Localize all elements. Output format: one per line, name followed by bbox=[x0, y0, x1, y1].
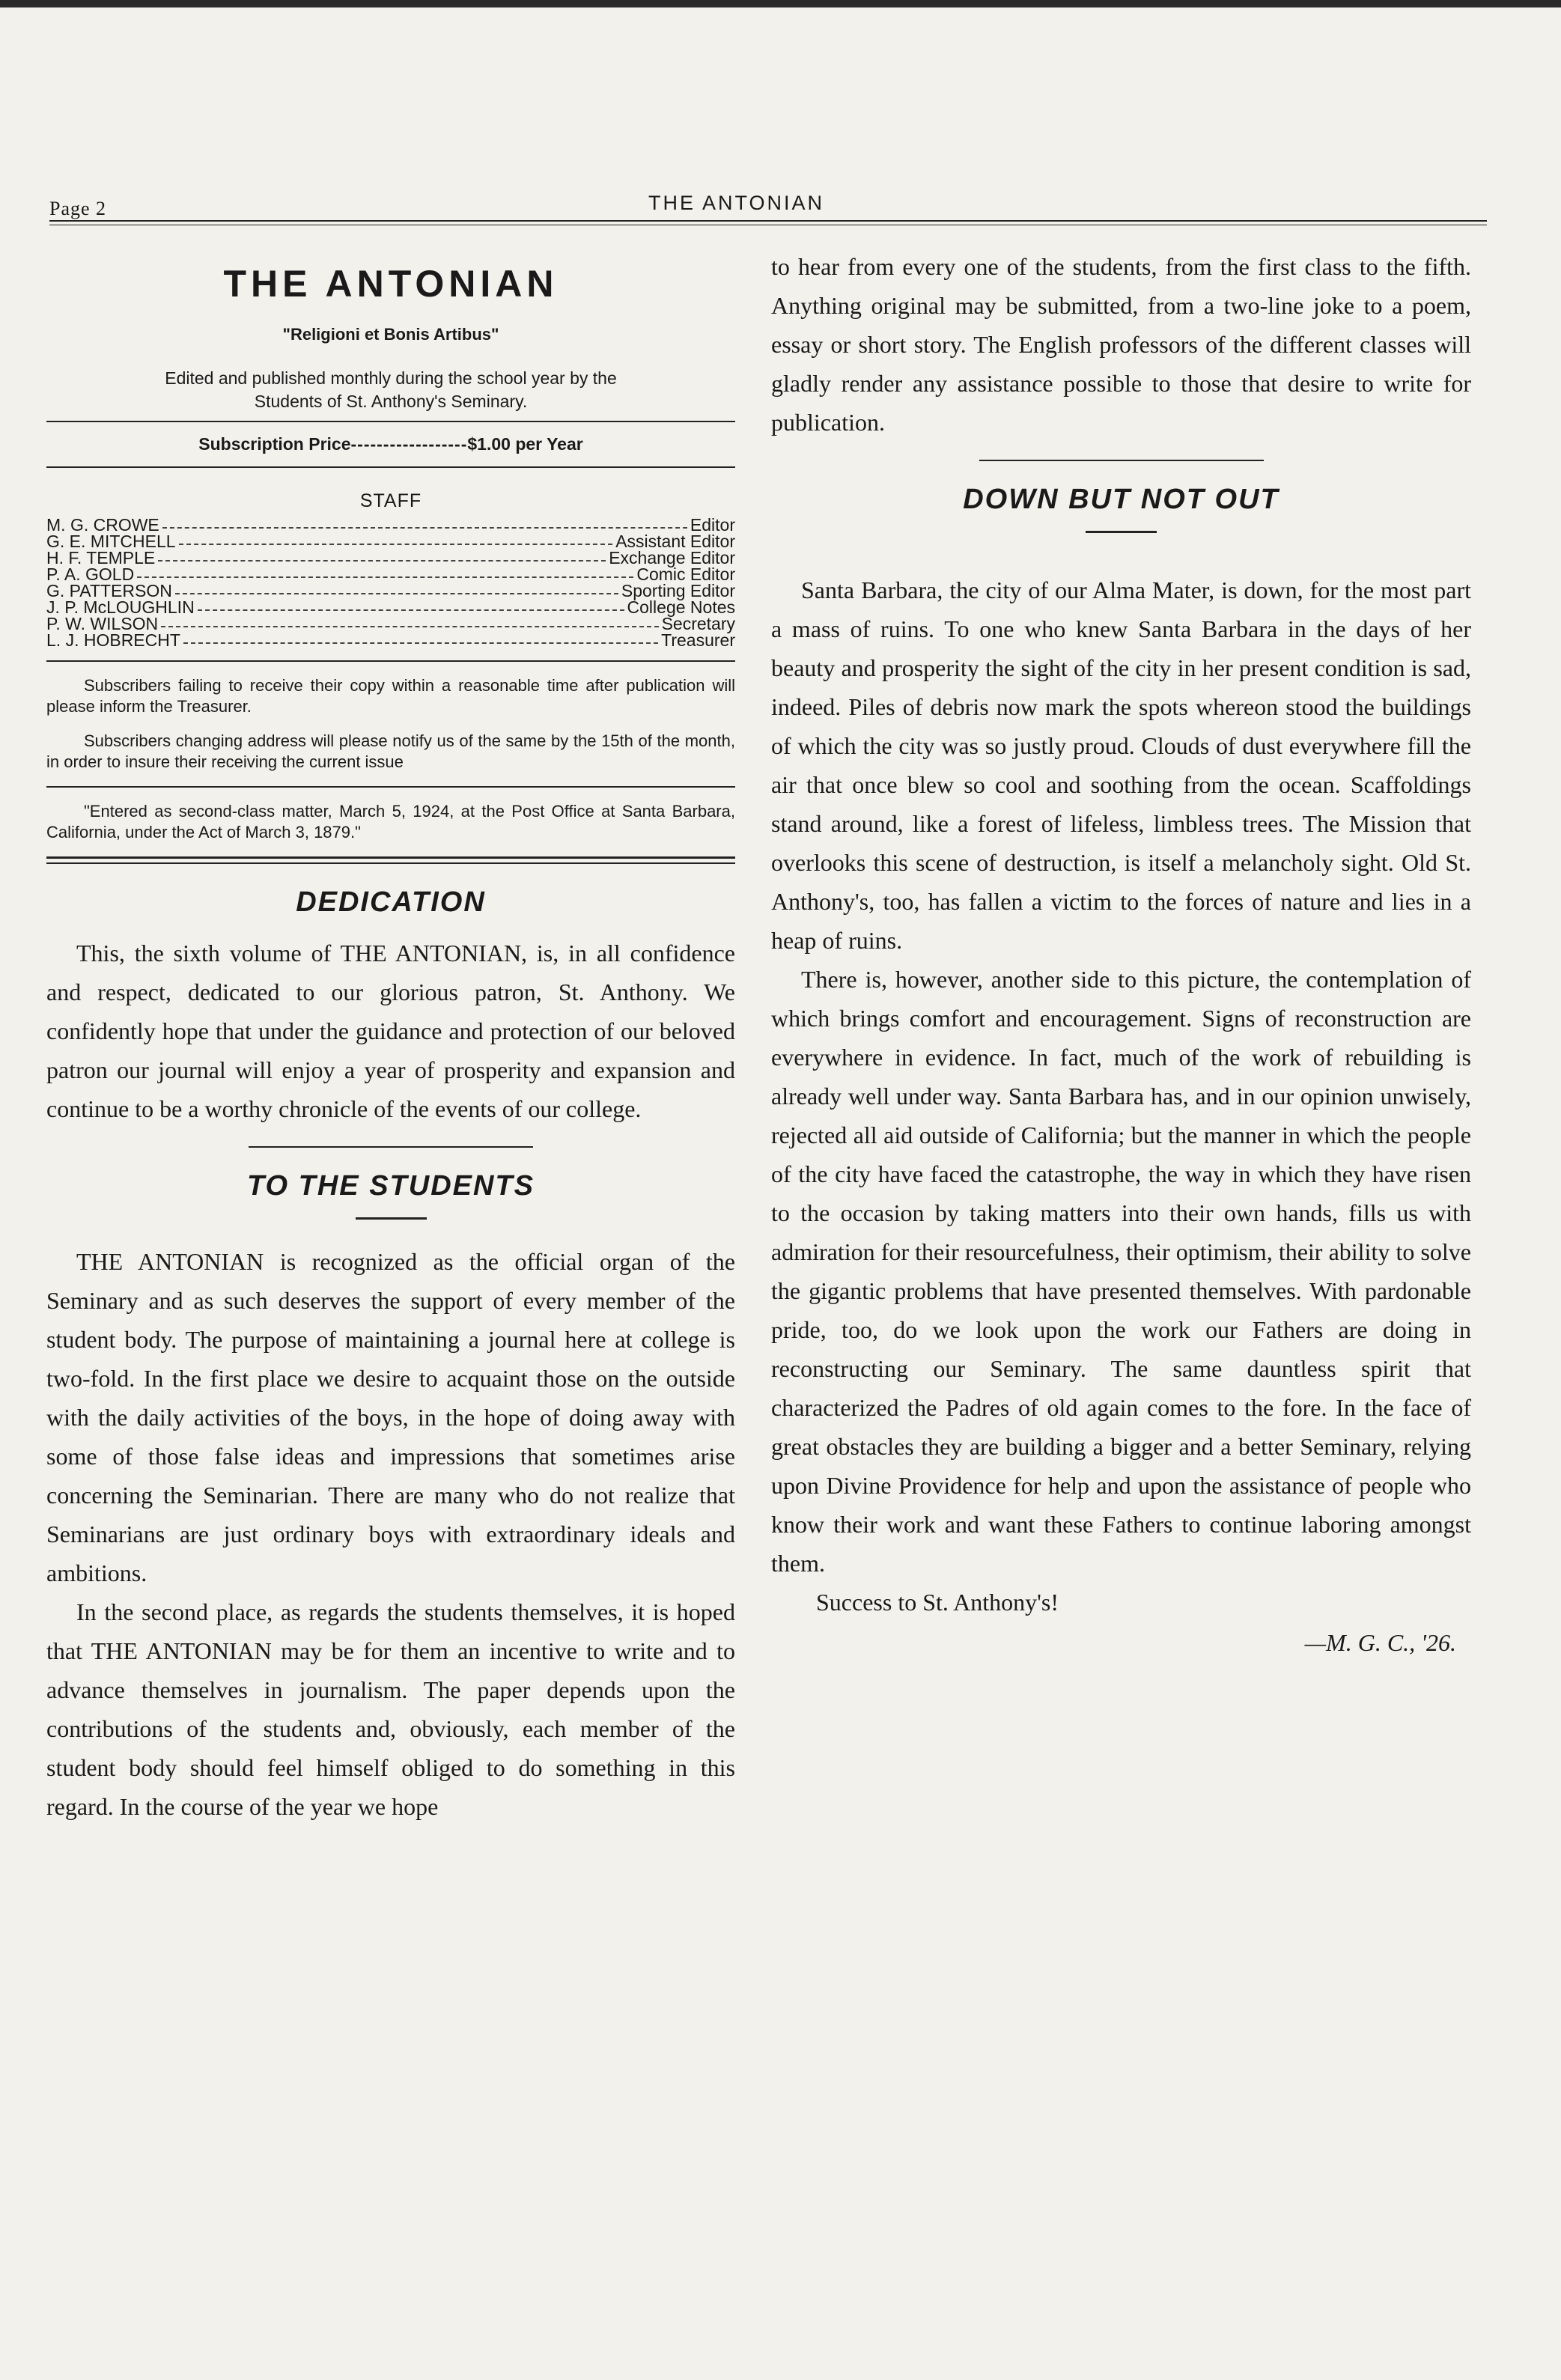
leader-dots bbox=[198, 609, 624, 611]
subscription-leader: ------------------ bbox=[350, 434, 468, 454]
staff-list bbox=[46, 517, 735, 648]
author-signature: —M. G. C., '26. bbox=[1304, 1629, 1456, 1656]
short-rule bbox=[356, 1217, 427, 1220]
staff-role: Sporting Editor bbox=[621, 581, 735, 600]
leader-dots bbox=[158, 560, 606, 561]
section-divider bbox=[249, 1146, 533, 1148]
staff-row bbox=[46, 632, 735, 648]
to-students-paragraph-1: THE ANTONIAN is recognized as the official organ of the Seminary and as such deserves the support of every member of the student body. The purpose of maintaining a journal here at college is two-fold. In the first place we desire to acquaint those on the outside with the daily activities of the boys, in the hope of doing away with some of those false ideas and impressions that sometimes arise concerning the Seminarian. There are many who do not realize that Seminarians are just ordinary boys with extraordinary ideals and ambitions. bbox=[46, 1248, 735, 1586]
edited-line-2: Students of St. Anthony's Seminary. bbox=[254, 392, 528, 411]
staff-name: P. A. GOLD bbox=[46, 564, 135, 584]
staff-role: Assistant Editor bbox=[615, 532, 735, 551]
divider bbox=[46, 786, 735, 788]
staff-row bbox=[46, 517, 735, 533]
staff-role: College Notes bbox=[627, 597, 735, 617]
staff-name: G. E. MITCHELL bbox=[46, 532, 176, 551]
staff-row bbox=[46, 582, 735, 599]
leader-dots bbox=[179, 544, 613, 545]
divider bbox=[46, 421, 735, 422]
double-rule bbox=[46, 856, 735, 864]
right-column bbox=[771, 247, 1471, 1657]
staff-name: L. J. HOBRECHT bbox=[46, 630, 180, 650]
subscription-label: Subscription Price bbox=[198, 434, 351, 454]
section-divider bbox=[979, 460, 1264, 461]
leader-dots bbox=[161, 626, 658, 627]
staff-role: Secretary bbox=[661, 614, 735, 633]
running-head-title: THE ANTONIAN bbox=[648, 192, 825, 214]
staff-name: H. F. TEMPLE bbox=[46, 548, 156, 567]
down-but-not-out-title: DOWN BUT NOT OUT bbox=[963, 484, 1279, 515]
leader-dots bbox=[183, 642, 658, 644]
dedication-paragraph: This, the sixth volume of THE ANTONIAN, is, in all confidence and respect, dedicated to our glorious patron, St. Anthony. We confidently hope that under the guidance and protection of our beloved patron our journal will enjoy a year of prosperity and expansion and continue to be a worthy chronicle of the events of our college. bbox=[46, 940, 735, 1122]
staff-row bbox=[46, 599, 735, 615]
running-head bbox=[49, 192, 1487, 222]
down-paragraph-1: Santa Barbara, the city of our Alma Mater, is down, for the most part a mass of ruins. To one who knew Santa Barbara in the days of her beauty and prosperity the sight of the city in her present condition is sad, indeed. Piles of debris now mark the spots whereon stood the buildings of which the city was so justly proud. Clouds of dust everywhere fill the air that once blew so cool and soothing from the ocean. Scaffoldings stand around, like a forest of lifeless, limbless trees. The Mission that overlooks this scene of destruction, is itself a melancholy sight. Old St. Anthony's, too, has fallen a victim to the forces of nature and lies in a heap of ruins. bbox=[771, 576, 1471, 954]
masthead-title: THE ANTONIAN bbox=[223, 263, 559, 305]
staff-role: Comic Editor bbox=[636, 564, 735, 584]
masthead-motto: "Religioni et Bonis Artibus" bbox=[282, 325, 499, 344]
subscription-value: $1.00 per Year bbox=[467, 434, 583, 454]
staff-row bbox=[46, 615, 735, 632]
staff-name: M. G. CROWE bbox=[46, 515, 159, 535]
running-head-rule bbox=[49, 220, 1487, 225]
notice-missing-copy: Subscribers failing to receive their copy within a reasonable time after publication will please inform the Treasurer. bbox=[46, 676, 735, 716]
dedication-title: DEDICATION bbox=[296, 886, 486, 918]
staff-heading: STAFF bbox=[359, 490, 422, 511]
edited-line-1: Edited and published monthly during the school year by the bbox=[165, 368, 617, 388]
notice-postal-entry: "Entered as second-class matter, March 5, 1924, at the Post Office at Santa Barbara, California, under the Act of March 3, 1879." bbox=[46, 802, 735, 841]
divider bbox=[46, 466, 735, 468]
subscription-price bbox=[46, 430, 735, 459]
left-column bbox=[46, 247, 735, 1826]
leader-dots bbox=[137, 576, 633, 578]
staff-row bbox=[46, 533, 735, 550]
down-paragraph-2: There is, however, another side to this picture, the contemplation of which brings comfort and encouragement. Signs of reconstruction are everywhere in evidence. In fact, much of the work of rebuilding is already well under way. Santa Barbara has, and in our opinion unwisely, rejected all aid outside of California; but the manner in which the people of the city have faced the catastrophe, the way in which they have risen to the occasion by taking matters into their own hands, fills us with admiration for their resourcefulness, their optimism, their ability to solve the gigantic problems that have presented themselves. With pardonable pride, too, do we look upon the work our Fathers are doing in reconstructing our Seminary. The same dauntless spirit that characterized the Padres of old again comes to the fore. In the face of great obstacles they are building a bigger and a better Seminary, relying upon Divine Providence for help and upon the assistance of people who know their work and want these Fathers to continue laboring amongst them. bbox=[771, 966, 1471, 1577]
to-students-paragraph-2: In the second place, as regards the students themselves, it is hoped that THE ANTONIAN may be for them an incentive to write and to advance themselves in journalism. The paper depends upon the contributions of the students and, obviously, each member of the student body should feel himself obliged to do something in this regard. In the course of the year we hope bbox=[46, 1598, 735, 1820]
page-number: Page 2 bbox=[49, 198, 107, 219]
staff-row bbox=[46, 566, 735, 582]
staff-name: J. P. McLOUGHLIN bbox=[46, 597, 195, 617]
notice-address-change: Subscribers changing address will please notify us of the same by the 15th of the month, in order to insure their receiving the current issue bbox=[46, 731, 735, 771]
staff-row bbox=[46, 550, 735, 566]
leader-dots bbox=[175, 593, 618, 594]
divider bbox=[46, 660, 735, 662]
staff-name: P. W. WILSON bbox=[46, 614, 159, 633]
short-rule bbox=[1086, 531, 1157, 533]
staff-role: Treasurer bbox=[661, 630, 735, 650]
page-top-edge bbox=[0, 0, 1561, 7]
closing-line: Success to St. Anthony's! bbox=[816, 1589, 1059, 1616]
staff-role: Editor bbox=[690, 515, 735, 535]
staff-role: Exchange Editor bbox=[609, 548, 735, 567]
to-students-title: TO THE STUDENTS bbox=[247, 1170, 535, 1202]
to-students-paragraph-3: to hear from every one of the students, from the first class to the fifth. Anything original may be submitted, from a two-line joke to a poem, essay or short story. The English professors of the different classes will gladly render any assistance possible to those that desire to write for publication. bbox=[771, 253, 1471, 436]
leader-dots bbox=[162, 527, 687, 529]
staff-name: G. PATTERSON bbox=[46, 581, 172, 600]
